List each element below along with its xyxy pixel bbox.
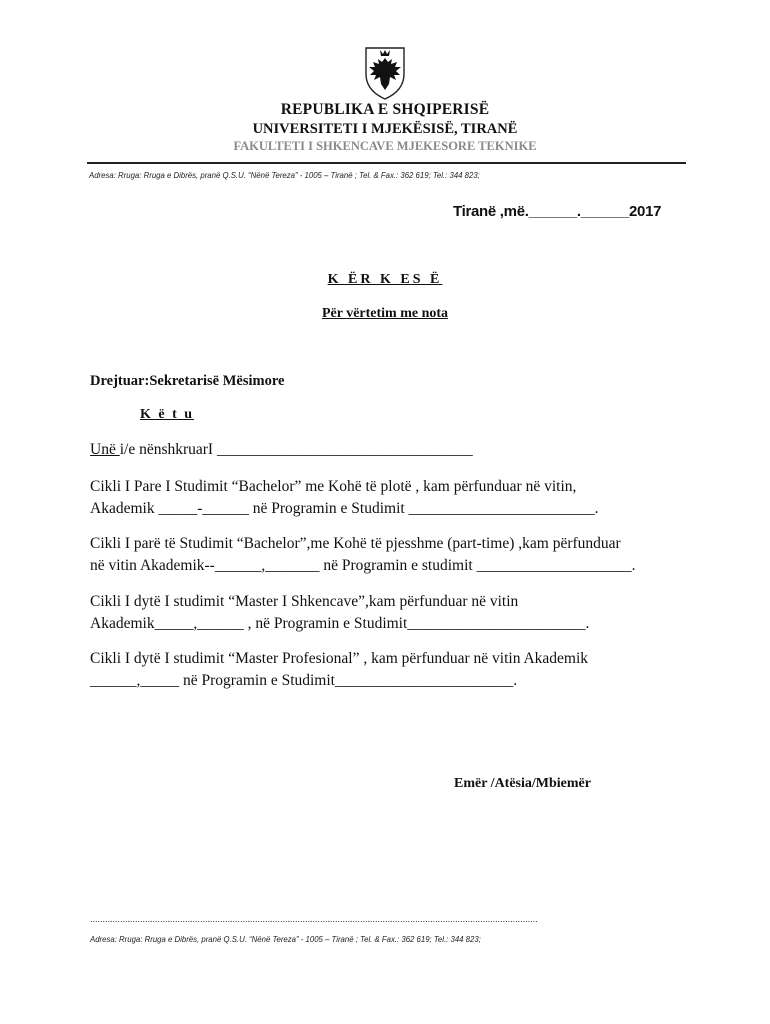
university-name: UNIVERSITETI I MJEKËSISË, TIRANË xyxy=(252,121,518,137)
albanian-eagle-emblem xyxy=(362,44,408,100)
recipient-line: Drejtuar:Sekretarisë Mësimore xyxy=(90,373,285,389)
cycle1-line1: Cikli I Pare I Studimit “Bachelor” me Kohë të plotë , kam përfunduar në vitin, xyxy=(90,478,577,495)
cycle4-line1: Cikli I dytë I studimit “Master Profesional” , kam përfunduar në vitin Akademik xyxy=(90,650,589,667)
footer-dotted-line: ................................................................................................................................................................................... xyxy=(90,914,538,924)
header-address: Adresa: Rruga: Rruga e Dibrës, pranë Q.S.U. “Nënë Tereza” - 1005 – Tiranë ; Tel. & Fax.: 362 619; Tel.: 344 823; xyxy=(89,171,480,180)
document-title: K ËR K ES Ë xyxy=(327,272,443,287)
une-word: Unë xyxy=(90,441,120,458)
here-label: K ë t u xyxy=(140,407,195,422)
signature-label: Emër /Atësia/Mbiemër xyxy=(454,776,591,791)
cycle2-line1: Cikli I parë të Studimit “Bachelor”,me Kohë të pjesshme (part-time) ,kam përfunduar xyxy=(90,535,621,552)
footer-address: Adresa: Rruga: Rruga e Dibrës, pranë Q.S.U. “Nënë Tereza” - 1005 – Tiranë ; Tel. & Fax.: 362 619; Tel.: 344 823; xyxy=(90,935,481,944)
subtitle-prefix: Për xyxy=(321,306,347,321)
cycle3-line1: Cikli I dytë I studimit “Master I Shkencave”,kam përfunduar në vitin xyxy=(90,593,519,610)
cycle2-line2: në vitin Akademik--______,_______ në Programin e studimit ____________________. xyxy=(90,557,636,574)
date-line: Tiranë ,më.______.______2017 xyxy=(453,203,662,220)
cycle4-line2: ______,_____ në Programin e Studimit_______________________. xyxy=(90,672,518,689)
header-divider xyxy=(87,162,686,164)
document-subtitle xyxy=(0,306,770,322)
subtitle-rest: vërtetim me nota xyxy=(346,306,449,321)
cycle1-line2: Akademik _____-______ në Programin e Studimit ________________________. xyxy=(90,500,599,517)
cycle3-line2: Akademik_____,______ , në Programin e Studimit_______________________. xyxy=(90,615,590,632)
undersigned-rest: i/e nënshkruarI _________________________________ xyxy=(119,441,473,458)
republic-name: REPUBLIKA E SHQIPERISË xyxy=(280,101,490,118)
undersigned-line xyxy=(90,441,473,459)
faculty-name: FAKULTETI I SHKENCAVE MJEKESORE TEKNIKE xyxy=(233,139,537,153)
